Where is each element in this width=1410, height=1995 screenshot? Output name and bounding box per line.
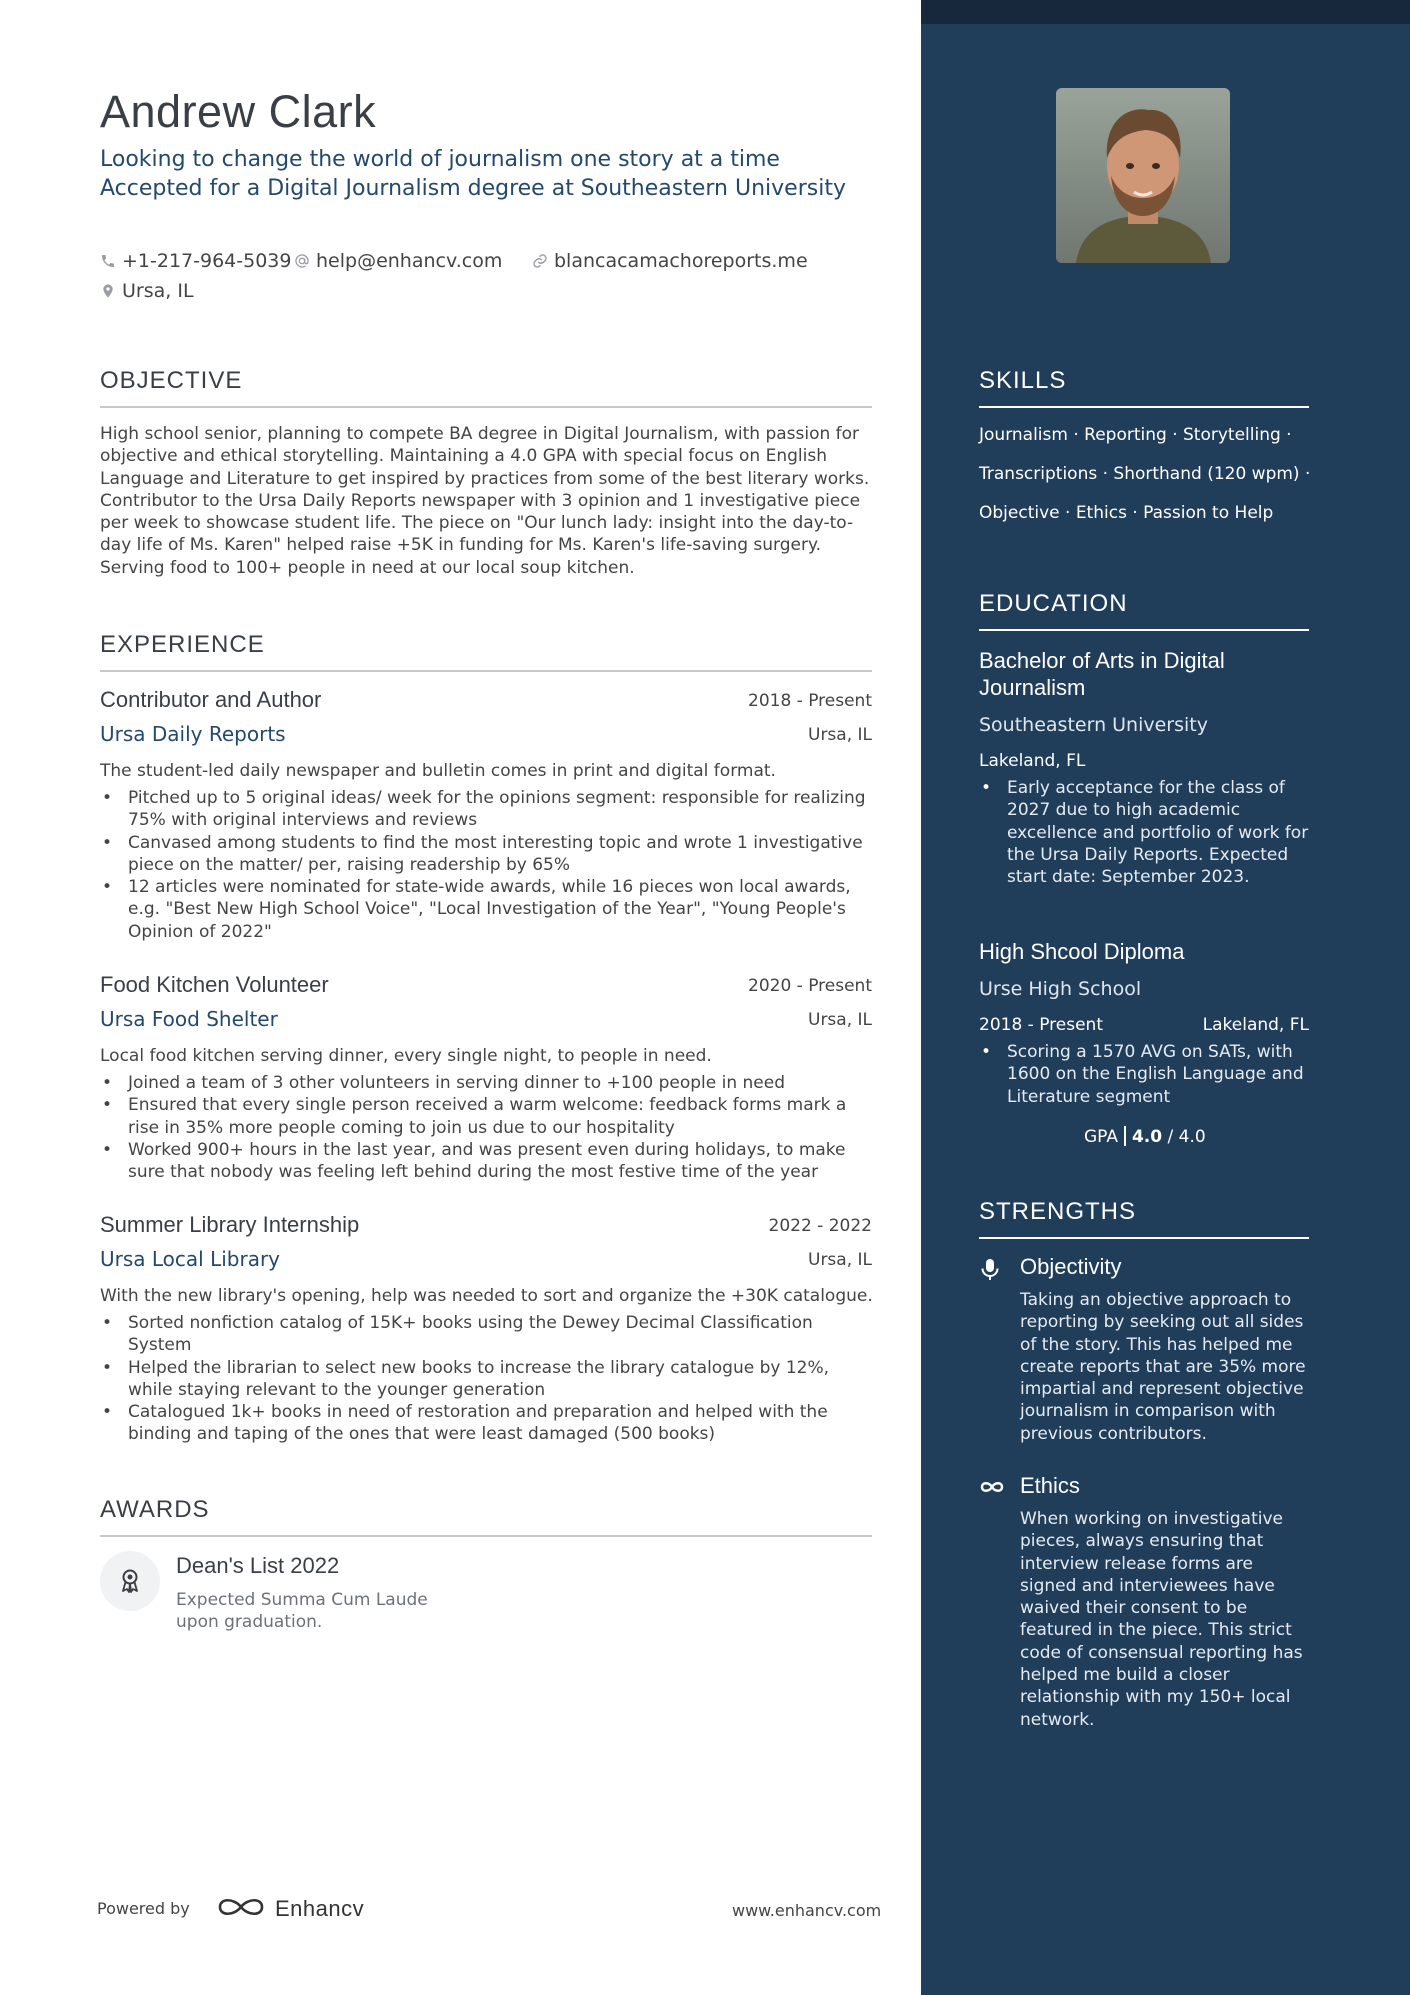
job-bullet: • Worked 900+ hours in the last year, and was present even during holidays, to make sure that nobody was feeling left behind during the most festive time of the year bbox=[100, 1139, 872, 1184]
email-text: help@enhancv.com bbox=[316, 250, 503, 272]
education-bullet: • Early acceptance for the class of 2027 due to high academic excellence and portfolio of work for the Ursa Daily Reports. Expected start date: September 2023. bbox=[979, 777, 1309, 888]
job-title: Contributor and Author bbox=[100, 687, 322, 712]
strength-title: Objectivity bbox=[1020, 1254, 1122, 1279]
phone-contact[interactable] bbox=[100, 250, 291, 272]
job-bullets bbox=[100, 787, 872, 943]
job-bullet: • Ensured that every single person received a warm welcome: feedback forms mark a rise in 35% more people coming to join us due to our hospitality bbox=[100, 1094, 872, 1139]
skills-line: Objective · Ethics · Passion to Help bbox=[979, 503, 1274, 523]
job-location: Ursa, IL bbox=[808, 1010, 872, 1030]
job-bullet: • Sorted nonfiction catalog of 15K+ books using the Dewey Decimal Classification System bbox=[100, 1312, 872, 1357]
education-section-title: EDUCATION bbox=[979, 590, 1309, 631]
job-dates: 2020 - Present bbox=[748, 976, 872, 996]
at-icon bbox=[294, 253, 310, 269]
location-contact bbox=[100, 280, 194, 302]
job-company: Ursa Daily Reports bbox=[100, 722, 286, 746]
strength-title: Ethics bbox=[1020, 1473, 1080, 1498]
location-text: Ursa, IL bbox=[122, 280, 194, 302]
gpa-max: / 4.0 bbox=[1167, 1127, 1206, 1147]
skills-line: Journalism · Reporting · Storytelling · bbox=[979, 425, 1292, 445]
job-title: Food Kitchen Volunteer bbox=[100, 972, 329, 997]
profile-photo bbox=[1056, 88, 1230, 263]
skills-line: Transcriptions · Shorthand (120 wpm) · bbox=[979, 464, 1311, 484]
job-description: The student-led daily newspaper and bulletin comes in print and digital format. bbox=[100, 761, 776, 781]
job-bullet: • Joined a team of 3 other volunteers in serving dinner to +100 people in need bbox=[100, 1072, 872, 1094]
gpa-label: GPA bbox=[1084, 1127, 1118, 1147]
email-contact[interactable] bbox=[294, 250, 502, 272]
headline: Looking to change the world of journalism one story at a time Accepted for a Digital Journalism degree at Southeastern University bbox=[100, 147, 846, 201]
objective-text: High school senior, planning to compete BA degree in Digital Journalism, with passion for objective and ethical storytelling. Maintaining a 4.0 GPA with special focus on English Language and Literature to get inspired by practices from some of the best literary works. Contributor to the Ursa Daily Reports newspaper with 3 opinion and 1 investigative piece per week to showcase student life. The piece on "Our lunch lady: insight into the day-to-day life of Ms. Karen" helped raise +5K in funding for Ms. Karen's life-saving surgery. Serving food to 100+ people in need at our local soup kitchen. bbox=[100, 424, 870, 578]
job-title: Summer Library Internship bbox=[100, 1212, 360, 1237]
candidate-name: Andrew Clark bbox=[100, 86, 377, 137]
phone-icon bbox=[100, 253, 116, 269]
education-degree: Bachelor of Arts in Digital Journalism bbox=[979, 648, 1225, 700]
gpa-separator bbox=[1124, 1126, 1126, 1146]
job-bullet: • Helped the librarian to select new books to increase the library catalogue by 12%, while staying relevant to the younger generation bbox=[100, 1357, 872, 1402]
job-dates: 2018 - Present bbox=[748, 691, 872, 711]
education-bullets bbox=[979, 777, 1309, 888]
award-description: Expected Summa Cum Laude upon graduation. bbox=[176, 1590, 428, 1632]
objective-section-title: OBJECTIVE bbox=[100, 367, 872, 408]
awards-section-title: AWARDS bbox=[100, 1496, 872, 1537]
job-company: Ursa Local Library bbox=[100, 1247, 281, 1271]
education-degree: High Shcool Diploma bbox=[979, 939, 1185, 964]
enhancv-brand[interactable]: Enhancv bbox=[275, 1896, 365, 1921]
job-bullet: • Canvased among students to find the most interesting topic and wrote 1 investigative piece on the matter/ per, raising readership by 65% bbox=[100, 832, 872, 877]
award-badge bbox=[100, 1551, 160, 1611]
education-bullet: • Scoring a 1570 AVG on SATs, with 1600 on the English Language and Literature segment bbox=[979, 1041, 1309, 1108]
gpa-value: 4.0 bbox=[1131, 1127, 1163, 1147]
strength-description: When working on investigative pieces, always ensuring that interview release forms are signed and interviewees have waived their consent to be featured in the piece. This strict code of consensual reporting has helped me build a closer relationship with my 150+ local network. bbox=[1020, 1509, 1303, 1730]
job-description: With the new library's opening, help was needed to sort and organize the +30K catalogue. bbox=[100, 1286, 873, 1306]
job-bullet: • 12 articles were nominated for state-wide awards, while 16 pieces won local awards, e.g. "Best New High School Voice", "Local Investigation of the Year", "Young People's Opinion of 2022" bbox=[100, 876, 872, 943]
strength-description: Taking an objective approach to reporting by seeking out all sides of the story. This has helped me create reports that are 35% more impartial and represent objective journalism in comparison with previous contributors. bbox=[1020, 1290, 1306, 1444]
job-bullet: • Pitched up to 5 original ideas/ week for the opinions segment: responsible for realizing 75% with original interviews and reviews bbox=[100, 787, 872, 832]
footer-url[interactable]: www.enhancv.com bbox=[732, 1901, 882, 1920]
strengths-section-title: STRENGTHS bbox=[979, 1198, 1309, 1239]
enhancv-logo-icon[interactable] bbox=[216, 1894, 266, 1920]
phone-text: +1-217-964-5039 bbox=[122, 250, 292, 272]
education-location: Lakeland, FL bbox=[1202, 1015, 1309, 1035]
microphone-icon bbox=[979, 1258, 1001, 1282]
infinity-icon bbox=[979, 1480, 1005, 1494]
skills-section-title: SKILLS bbox=[979, 367, 1309, 408]
education-dates: 2018 - Present bbox=[979, 1015, 1103, 1035]
link-icon bbox=[532, 253, 548, 269]
job-bullets bbox=[100, 1312, 872, 1446]
website-contact[interactable] bbox=[532, 250, 808, 272]
website-text: blancacamachoreports.me bbox=[554, 250, 808, 272]
job-bullet: • Catalogued 1k+ books in need of restoration and preparation and helped with the binding and taping of the ones that were least damaged (500 books) bbox=[100, 1401, 872, 1446]
sidebar-top-band bbox=[921, 0, 1410, 24]
award-title: Dean's List 2022 bbox=[176, 1553, 340, 1578]
powered-by-label: Powered by bbox=[97, 1899, 190, 1918]
education-school: Urse High School bbox=[979, 978, 1142, 1000]
education-location: Lakeland, FL bbox=[979, 751, 1086, 771]
education-bullets bbox=[979, 1041, 1309, 1108]
job-location: Ursa, IL bbox=[808, 725, 872, 745]
award-ribbon-icon bbox=[118, 1568, 142, 1594]
education-school: Southeastern University bbox=[979, 714, 1208, 736]
gpa-readout bbox=[1084, 1126, 1206, 1147]
job-dates: 2022 - 2022 bbox=[768, 1216, 872, 1236]
job-description: Local food kitchen serving dinner, every single night, to people in need. bbox=[100, 1046, 712, 1066]
job-bullets bbox=[100, 1072, 872, 1183]
location-pin-icon bbox=[100, 283, 116, 299]
experience-section-title: EXPERIENCE bbox=[100, 631, 872, 672]
job-company: Ursa Food Shelter bbox=[100, 1007, 278, 1031]
job-location: Ursa, IL bbox=[808, 1250, 872, 1270]
